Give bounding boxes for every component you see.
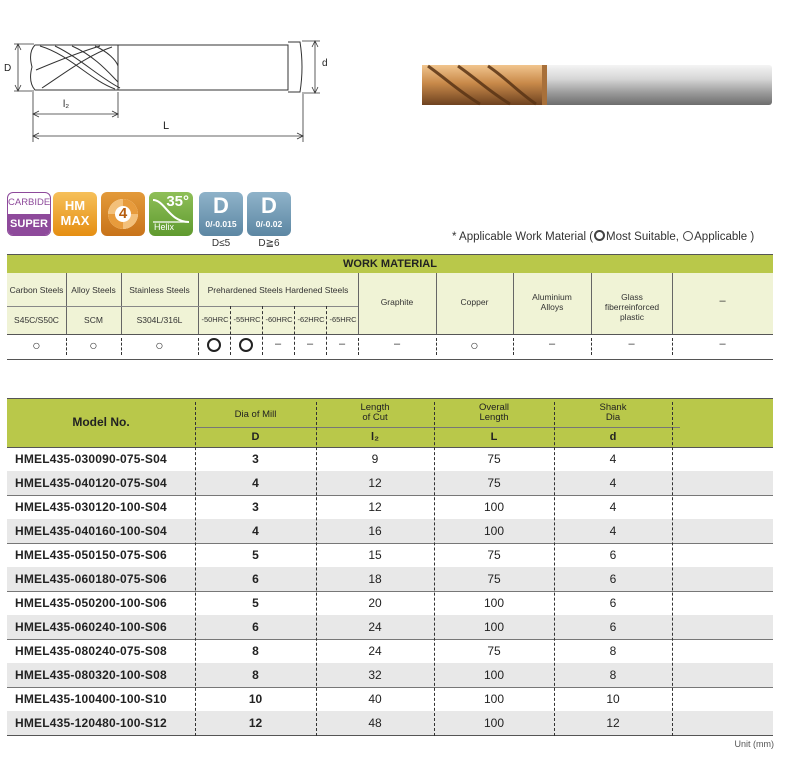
endmill-product-image [420,64,776,106]
table-row [7,543,773,568]
length-cut-cell: 40 [368,692,382,706]
model-number-cell: HMEL435-080240-075-S08 [15,644,167,658]
dia-mill-cell: 8 [252,644,259,658]
shank-dia-cell: 4 [609,452,617,466]
dia-mill-cell: 10 [248,692,263,706]
gfrp-header: Glass fiberreinforced plastic [604,292,660,322]
model-number-cell: HMEL435-040120-075-S04 [15,476,167,490]
length-cut-cell: 15 [368,548,382,562]
hm-max-badge [53,192,97,236]
spec-col-separator [195,402,196,736]
rating-stainless-steels: ○ [155,337,164,353]
overall-length-cell: 75 [487,548,501,562]
spec-col-separator [672,402,673,736]
model-number-cell: HMEL435-050200-100-S06 [15,596,167,610]
length-cut-cell: 20 [368,596,382,610]
carbide-super-badge [7,192,51,236]
length-cut-cell: 16 [368,524,382,538]
model-number-cell: HMEL435-030090-075-S04 [15,452,167,466]
tolerance-letter: D [213,193,229,218]
tolerance-value: 0/-0.015 [205,219,237,229]
dimension-label-d: d [322,58,328,69]
copper-header: Copper [460,297,489,307]
tolerance-caption-small: D≤5 [211,238,231,249]
spec-col-separator [434,402,435,736]
rating-graphite: – [393,338,401,350]
dimension-label-l2: l₂ [63,99,70,110]
dia-mill-cell: 12 [248,716,263,730]
stainless-steels-header: Stainless Steels [129,285,190,295]
dimension-label-D: D [4,63,12,74]
aluminium-alloys-header: Aluminium Alloys [532,292,572,312]
stainless-steels-grade: S304L/316L [136,315,183,325]
overall-length-cell: 100 [483,524,505,538]
four-flute-badge [101,192,145,236]
note-prefix: * Applicable Work Material ( [452,231,594,243]
table-row [7,591,773,616]
shank-dia-cell: 10 [606,692,620,706]
rating-aluminium: – [548,338,556,350]
applicable-material-note [452,230,754,243]
max-label: MAX [60,213,90,228]
tolerance-value: 0/-0.02 [255,219,283,229]
carbide-label: CARBIDE [8,197,51,208]
rating-copper: ○ [470,337,479,353]
model-number-cell: HMEL435-030120-100-S04 [15,500,167,514]
rating-alloy-steels: ○ [89,337,98,353]
spec-col-separator [316,402,317,736]
shank-dia-symbol: d [609,431,617,443]
flute-count-label: 4 [118,205,128,222]
table-row [7,447,773,472]
dimension-label-L: L [163,120,170,132]
model-number-cell: HMEL435-100400-100-S10 [15,692,167,706]
unit-note: Unit (mm) [734,739,774,749]
model-number-cell: HMEL435-060240-100-S06 [15,620,167,634]
overall-length-symbol: L [490,431,498,443]
dia-mill-cell: 4 [252,524,259,538]
shank-dia-cell: 6 [609,572,617,586]
table-row [7,711,773,736]
hardness-62hrc: -62HRC [297,315,325,324]
helix-angle-label: 35° [166,193,189,210]
overall-length-cell: 75 [487,644,501,658]
length-cut-cell: 32 [368,668,382,682]
shank-dia-header: Shank Dia [599,402,627,423]
tolerance-letter: D [261,193,277,218]
dia-mill-cell: 3 [252,500,259,514]
helix-label: Helix [154,222,175,232]
table-row [7,519,773,544]
hardness-55hrc: -55HRC [233,315,261,324]
rating-other: – [719,338,726,350]
length-cut-cell: 24 [368,620,382,634]
length-cut-cell: 9 [371,452,379,466]
spec-table-header [7,398,773,448]
table-row [7,615,773,640]
work-material-title: WORK MATERIAL [7,254,773,273]
super-label: SUPER [8,214,50,235]
shank-dia-cell: 4 [609,476,617,490]
rating-gfrp: – [628,338,635,350]
rating-62hrc: – [306,338,314,350]
header-divider [7,306,358,307]
table-row [7,687,773,712]
col-separator [591,273,592,334]
endmill-dimension-drawing [0,30,340,150]
overall-length-cell: 75 [487,572,501,586]
applicable-icon [683,231,693,241]
header-mid-line [195,427,680,428]
hm-label: HM [64,198,86,213]
most-suitable-icon [594,230,605,241]
overall-length-cell: 100 [483,620,505,634]
shank-dia-cell: 8 [609,644,617,658]
note-applicable: Applicable ) [694,231,755,243]
col-separator [513,273,514,334]
helix-35-badge [149,192,193,236]
overall-length-cell: 100 [483,500,505,514]
note-most: Most Suitable, [606,231,679,243]
rating-separator [230,306,231,355]
dia-mill-cell: 5 [252,548,259,562]
model-number-cell: HMEL435-040160-100-S04 [15,524,167,538]
length-cut-header: Length of Cut [360,402,390,423]
shank-dia-cell: 6 [609,548,617,562]
overall-length-cell: 75 [487,452,501,466]
dia-mill-cell: 3 [252,452,259,466]
dia-mill-cell: 4 [252,476,259,490]
carbon-steels-header: Carbon Steels [9,285,64,295]
carbon-steels-grade: S45C/S50C [14,315,59,325]
shank-dia-cell: 12 [606,716,620,730]
dia-mill-cell: 6 [252,572,259,586]
length-cut-cell: 12 [368,500,382,514]
overall-length-cell: 100 [483,716,505,730]
hardness-65hrc: -65HRC [329,315,357,324]
other-header: – [719,295,726,307]
shank-dia-cell: 8 [609,668,617,682]
dia-mill-cell: 5 [252,596,259,610]
dia-mill-cell: 8 [252,668,259,682]
model-number-cell: HMEL435-050150-075-S06 [15,548,167,562]
alloy-steels-header: Alloy Steels [71,285,116,295]
alloy-steels-grade: SCM [84,315,103,325]
table-row [7,471,773,496]
length-cut-cell: 12 [368,476,382,490]
hardness-60hrc: -60HRC [265,315,293,324]
model-no-header: Model No. [72,415,130,429]
model-number-cell: HMEL435-120480-100-S12 [15,716,167,730]
rating-60hrc: – [274,338,282,350]
length-cut-cell: 18 [368,572,382,586]
length-cut-cell: 24 [368,644,382,658]
tolerance-badge-small [199,192,243,236]
tolerance-caption-large: D≧6 [258,238,280,249]
table-row [7,567,773,592]
shank-dia-cell: 6 [609,596,617,610]
length-cut-cell: 48 [368,716,382,730]
spec-col-separator [554,402,555,736]
shank-dia-cell: 4 [609,500,617,514]
overall-length-cell: 100 [483,596,505,610]
col-separator [198,273,199,334]
length-cut-symbol: l₂ [371,431,379,443]
overall-length-cell: 100 [483,668,505,682]
overall-length-header: Overall Length [478,402,510,423]
model-number-cell: HMEL435-080320-100-S08 [15,668,167,682]
overall-length-cell: 75 [487,476,501,490]
hardness-50hrc: -50HRC [201,315,229,324]
shank-dia-cell: 4 [609,524,617,538]
model-number-cell: HMEL435-060180-075-S06 [15,572,167,586]
dia-mill-cell: 6 [252,620,259,634]
rating-65hrc: – [338,338,346,350]
shank-dia-cell: 6 [609,620,617,634]
rating-separator [198,338,199,355]
table-row [7,639,773,664]
rating-carbon-steels: ○ [32,337,41,353]
hardened-steels-header: Prehardened Steels Hardened Steels [207,285,349,295]
graphite-header: Graphite [380,297,414,307]
table-row [7,495,773,520]
dia-mill-header: Dia of Mill [234,409,277,420]
table-row [7,663,773,688]
overall-length-cell: 100 [483,692,505,706]
dia-mill-symbol: D [251,431,260,443]
tolerance-badge-large [247,192,291,236]
